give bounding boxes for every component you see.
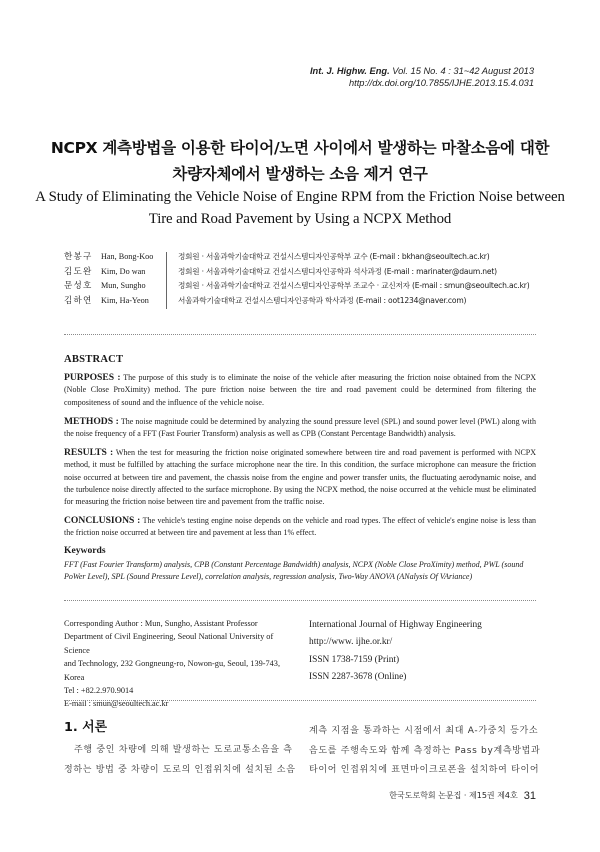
body-column-left [64, 741, 296, 780]
keywords-heading: Keywords [64, 545, 106, 556]
author-name-english: Han, Bong-Koo [101, 252, 154, 261]
author-row [64, 294, 544, 309]
corresponding-address: and Technology, 232 Gongneung-ro, Nowon-gu, Seoul, 139-743, Korea [64, 659, 281, 682]
author-divider [166, 252, 167, 309]
section-heading-introduction: 1. 서론 [64, 720, 107, 735]
journal-info-block [309, 617, 539, 687]
abstract-conclusions [64, 515, 536, 540]
title-korean-line1: NCPX 계측방법을 이용한 타이어/노면 사이에서 발생하는 마찰소음에 대한 [50, 139, 550, 157]
author-name-korean: 김도완 [64, 266, 93, 277]
results-label: RESULTS : [64, 447, 114, 458]
results-text: When the test for measuring the friction noise originated somewhere between tire and road pavement is performed with NCPX method, it must be fulfilled by attaching the surface microphone near the tire. In this condition, the surface microphone can measure the friction noise occurred at between tire and pavement, the chassis noise from the engine and power transfer units, the fluctuating aerodynamic noise, and the turbulence noise directly affected to the surface microphone. By using the NCPX method, the noise occurred at the vehicle must be eliminated for measuring the friction noise between tire and pavement from the traffic noise. [64, 448, 537, 507]
issn-print: ISSN 1738-7159 (Print) [309, 654, 400, 665]
author-name-english: Mun, Sungho [101, 281, 146, 290]
author-affiliation: 정회원 · 서울과학기술대학교 건설시스템디자인공학과 석사과정 (E-mail : marinater@daum.net) [178, 266, 497, 276]
journal-abbrev: Int. J. Highw. Eng. [309, 66, 390, 76]
abstract-heading: ABSTRACT [64, 354, 124, 365]
journal-name: International Journal of Highway Engineering [309, 620, 482, 630]
journal-volume: Vol. 15 No. 4 : 31~42 August 2013 [392, 66, 534, 76]
title-korean-line2: 차량자체에서 발생하는 소음 제거 연구 [172, 165, 428, 183]
issn-online: ISSN 2287-3678 (Online) [309, 672, 407, 683]
abstract-methods [64, 416, 536, 441]
divider-middle [64, 600, 536, 601]
conclusions-text: The vehicle's testing engine noise depends on the vehicle and road types. The effect of vehicle's engine noise is less than the friction noise occurred at between tire and pavement at less than 1% effect. [64, 516, 537, 538]
footer-journal: 한국도로학회 논문집 · 제15권 제4호 [389, 791, 518, 800]
body-line: 정하는 방법 중 차량이 도로의 인접위치에 설치된 소음 [64, 764, 296, 775]
author-affiliation: 정회원 · 서울과학기술대학교 건설시스템디자인공학부 조교수 · 교신저자 (E-mail : smun@seoultech.ac.kr) [178, 281, 530, 290]
corresponding-author-block [64, 617, 294, 711]
page-footer [389, 790, 536, 802]
page-number: 31 [523, 790, 536, 802]
author-name-korean: 김하연 [64, 295, 93, 306]
author-name-english: Kim, Ha-Yeon [101, 295, 149, 305]
author-row [64, 279, 544, 294]
author-affiliation: 서울과학기술대학교 건설시스템디자인공학과 학사과정 (E-mail : oot1234@naver.com) [178, 295, 467, 305]
divider-bottom [64, 700, 536, 701]
journal-reference [310, 65, 534, 89]
corresponding-email[interactable]: E-mail : smun@seoultech.ac.kr [64, 699, 169, 709]
body-line: 타이어 인접위치에 표면마이크로폰을 설치하여 타이어 [309, 765, 540, 776]
purposes-text: The purpose of this study is to eliminate the noise of the vehicle after measuring the friction noise obtained from the NCPX (Noble Close ProXimity) method. The pure friction noise between the tire and road pavement could be determined from filtering the compositeness of sound and the influence of the vehicle noise. [64, 373, 537, 407]
journal-url[interactable]: http://www. ijhe.or.kr/ [309, 637, 393, 648]
author-list [64, 250, 544, 308]
purposes-label: PURPOSES : [64, 372, 121, 383]
methods-label: METHODS : [64, 416, 119, 427]
title-english-line2: Tire and Road Pavement by Using a NCPX Method [148, 211, 452, 227]
author-row [64, 265, 544, 280]
author-name-korean: 문성호 [64, 281, 93, 291]
author-affiliation: 정회원 · 서울과학기술대학교 건설시스템디자인공학부 교수 (E-mail : bkhan@seoultech.ac.kr) [178, 252, 490, 261]
abstract-purposes [64, 372, 536, 409]
methods-text: The noise magnitude could be determined by analyzing the sound pressure level (SPL) and sound power level (PWL) along with the noise frequency of a FFT (Fast Fourier Transform) analysis as well as CPB (Constant Percentage Bandwidth) analysis. [64, 417, 536, 439]
author-name-english: Kim, Do wan [101, 266, 146, 276]
conclusions-label: CONCLUSIONS : [64, 515, 141, 526]
journal-citation [310, 65, 534, 77]
doi-link[interactable]: http://dx.doi.org/10.7855/IJHE.2013.15.4.031 [348, 78, 534, 88]
body-line: 주행 중인 차량에 의해 발생하는 도로교통소음을 측 [74, 745, 293, 755]
body-column-right [309, 722, 541, 781]
corresponding-department: Department of Civil Engineering, Seoul National University of Science [64, 632, 274, 655]
body-line: 음도를 주행속도와 함께 측정하는 Pass by계측방법과 [309, 745, 541, 756]
corresponding-author: Corresponding Author : Mun, Sungho, Assistant Professor [64, 619, 258, 628]
divider-top [64, 334, 536, 335]
abstract-results [64, 447, 536, 509]
corresponding-phone: Tel : +82.2.970.9014 [64, 686, 134, 696]
keywords-text: FFT (Fast Fourier Transform) analysis, CPB (Constant Percentage Bandwidth) analysis, NCPX (Noble Close ProXimity) method, PWL (sound PoWer Level), SPL (Sound Pressure Level), correlation analysis, regression analysis, Two-Way ANOVA (ANalysis Of VAriance) [64, 560, 524, 581]
author-row [64, 250, 544, 265]
author-name-korean: 한봉구 [64, 252, 93, 262]
body-line: 계측 지점을 통과하는 시점에서 최대 A-가중치 등가소 [309, 726, 539, 736]
title-english-line1: A Study of Eliminating the Vehicle Noise of Engine RPM from the Friction Noise between [35, 189, 565, 205]
